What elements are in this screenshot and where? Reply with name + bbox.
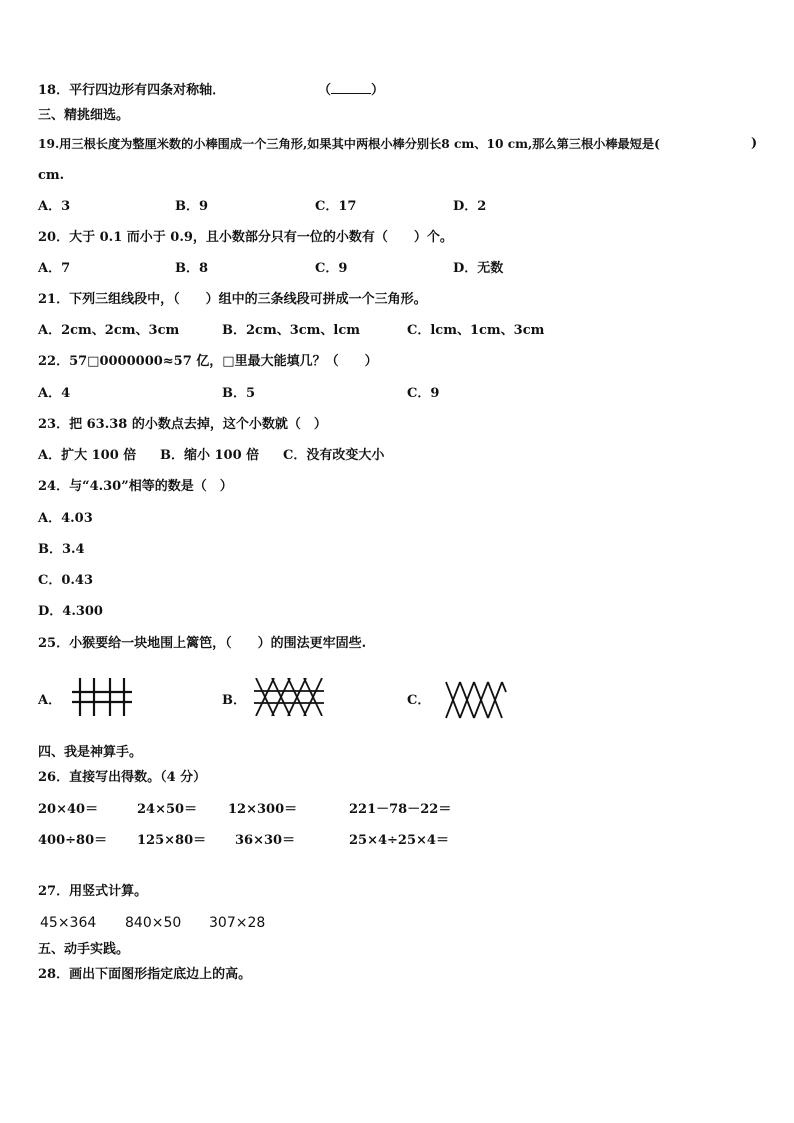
- option-d[interactable]: D．4.300: [38, 604, 103, 619]
- section-4-heading: 四、我是神算手。: [38, 745, 143, 760]
- option-a[interactable]: A．4: [38, 386, 71, 401]
- section-5-heading: 五、动手实践。: [38, 942, 130, 957]
- question-19-text: 19.用三根长度为整厘米数的小棒围成一个三角形,如果其中两根小棒分别长8 cm、10 cm,那么第三根小棒最短是(: [38, 137, 660, 151]
- option-b[interactable]: B．3.4: [38, 542, 85, 557]
- question-27-text: 27．用竖式计算。: [38, 884, 148, 899]
- option-c[interactable]: C．lcm、1cm、3cm: [407, 323, 545, 338]
- option-a[interactable]: A．3: [38, 199, 71, 214]
- question-18: [38, 83, 225, 99]
- fence-grid-figure: [70, 678, 132, 716]
- option-b[interactable]: B．5: [222, 386, 256, 401]
- option-c[interactable]: C．17: [315, 199, 357, 214]
- question-28-text: 28．画出下面图形指定底边上的高。: [38, 967, 252, 982]
- calc-item: 221－78－22＝: [349, 802, 452, 817]
- section-3-heading: 三、精挑细选。: [38, 108, 130, 123]
- calc-item: 25×4÷25×4＝: [349, 833, 449, 848]
- question-26-text: 26．直接写出得数。（4 分）: [38, 770, 207, 785]
- question-24-text: 24．与“4.30”相等的数是（ ）: [38, 479, 233, 494]
- question-20-text: 20．大于 0.1 而小于 0.9，且小数部分只有一位的小数有（ ）个。: [38, 230, 453, 245]
- vertical-calc-item: 840×50: [125, 915, 182, 931]
- calc-item: 36×30＝: [235, 833, 296, 848]
- question-25-text: 25．小猴要给一块地围上篱笆，（ ）的围法更牢固些.: [38, 636, 367, 651]
- option-c[interactable]: C．9: [315, 261, 348, 276]
- option-c[interactable]: C．0.43: [38, 573, 94, 588]
- option-a[interactable]: A．4.03: [38, 511, 93, 526]
- option-a[interactable]: A．2cm、2cm、3cm: [38, 323, 180, 338]
- option-c[interactable]: C．: [407, 693, 431, 708]
- calc-item: 12×300＝: [228, 802, 298, 817]
- option-d[interactable]: D．2: [453, 199, 487, 214]
- fence-crossed-figure: [254, 678, 324, 716]
- question-19-close-paren: ): [751, 136, 758, 151]
- vertical-calc-item: 45×364: [40, 915, 97, 931]
- question-18-answer-blank[interactable]: （ ）: [318, 83, 385, 98]
- calc-item: 24×50＝: [137, 802, 198, 817]
- option-a[interactable]: A．扩大 100 倍: [38, 448, 137, 463]
- question-19-unit: cm.: [38, 168, 65, 183]
- question-23-text: 23．把 63.38 的小数点去掉，这个小数就（ ）: [38, 417, 327, 432]
- option-b[interactable]: B．8: [175, 261, 209, 276]
- option-b[interactable]: B．缩小 100 倍: [160, 448, 260, 463]
- option-b[interactable]: B．: [222, 693, 246, 708]
- fence-zigzag-figure: [444, 680, 508, 720]
- calc-item: 125×80＝: [137, 833, 207, 848]
- option-a[interactable]: A．7: [38, 261, 71, 276]
- option-b[interactable]: B．2cm、3cm、lcm: [222, 323, 361, 338]
- option-d[interactable]: D．无数: [453, 261, 504, 276]
- calc-item: 400÷80＝: [38, 833, 108, 848]
- question-21-text: 21．下列三组线段中，（ ）组中的三条线段可拼成一个三角形。: [38, 292, 427, 307]
- question-18-text: 18．平行四边形有四条对称轴．: [38, 83, 226, 98]
- option-a[interactable]: A．: [38, 693, 62, 708]
- option-c[interactable]: C．没有改变大小: [283, 448, 385, 463]
- vertical-calc-item: 307×28: [209, 915, 266, 931]
- calc-item: 20×40＝: [38, 802, 99, 817]
- question-22-text: 22．57□0000000≈57 亿，□里最大能填几？（ ）: [38, 354, 378, 369]
- option-b[interactable]: B．9: [175, 199, 209, 214]
- option-c[interactable]: C．9: [407, 386, 440, 401]
